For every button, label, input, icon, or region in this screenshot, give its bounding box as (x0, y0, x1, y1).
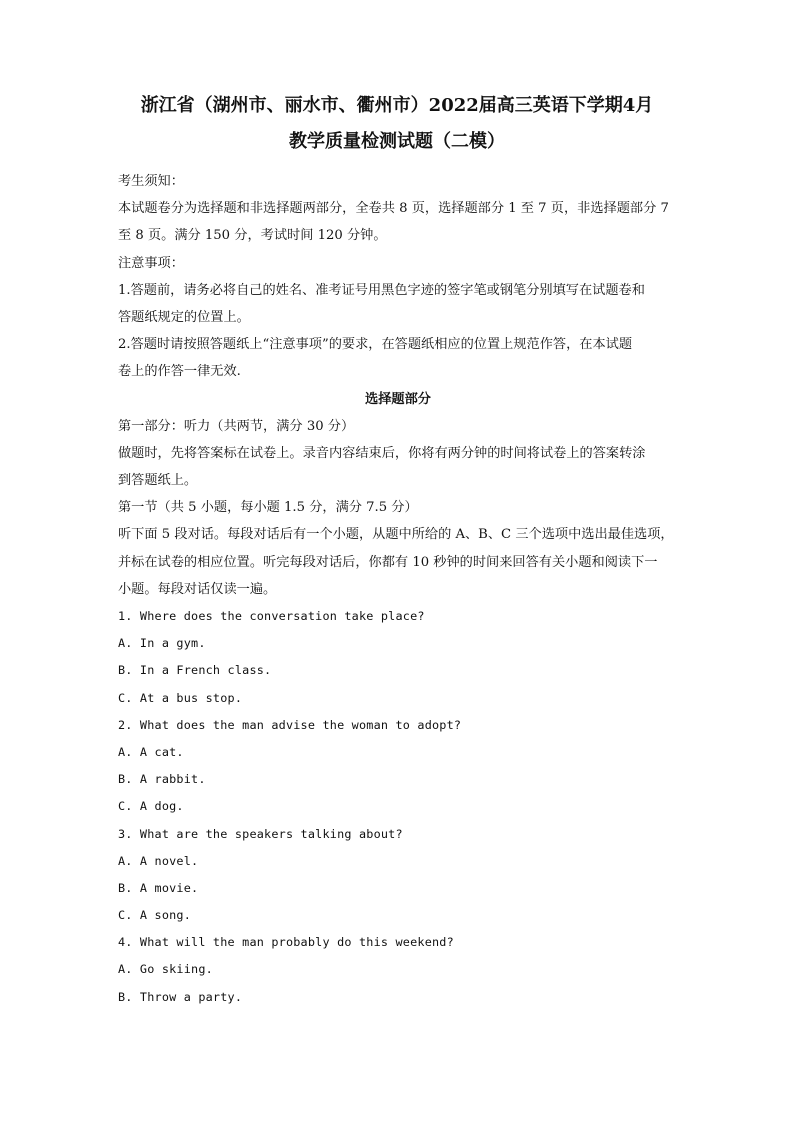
option-line: A. A novel. (118, 853, 199, 868)
part1-line: 做题时，先将答案标在试卷上。录音内容结束后，你将有两分钟的时间将试卷上的答案转涂 (118, 445, 646, 461)
option-line: A. A cat. (118, 744, 184, 759)
part1-line: 到答题纸上。 (118, 473, 198, 489)
option-line: B. In a French class. (118, 663, 272, 678)
section1-line: 小题。每段对话仅读一遍。 (118, 581, 277, 597)
option-line: C. A dog. (118, 799, 184, 814)
section1-line: 并标在试卷的相应位置。听完每段对话后，你都有 10 秒钟的时间来回答有关小题和阅读下一 (118, 554, 658, 570)
attention-line: 1.答题前，请务必将自己的姓名、准考证号用黑色字迹的签字笔或钢笔分别填写在试题卷和 (118, 282, 645, 298)
notice-line: 本试题卷分为选择题和非选择题两部分，全卷共 8 页，选择题部分 1 至 7 页，非选择题部分 7 (118, 201, 669, 217)
document-body (118, 168, 678, 1011)
page-title-line-2: 教学质量检测试题（二模） (289, 131, 505, 152)
option-line: C. A song. (118, 908, 192, 923)
section-title: 选择题部分 (365, 391, 431, 407)
question-line: 1. Where does the conversation take place? (118, 609, 425, 623)
option-line: B. A rabbit. (118, 772, 206, 787)
attention-line: 卷上的作答一律无效. (118, 364, 241, 380)
option-line: A. In a gym. (118, 636, 206, 651)
page-title-line-1: 浙江省（湖州市、丽水市、衢州市）2022届高三英语下学期4月 (140, 95, 654, 116)
section1-heading: 第一节（共 5 小题，每小题 1.5 分，满分 7.5 分） (118, 500, 418, 516)
question-line: 2. What does the man advise the woman to adopt? (118, 717, 462, 732)
question-line: 3. What are the speakers talking about? (118, 826, 403, 841)
section1-line: 听下面 5 段对话。每段对话后有一个小题，从题中所给的 A、B、C 三个选项中选出最佳选项， (118, 527, 674, 543)
notice-heading: 考生须知： (118, 174, 184, 189)
option-line: A. Go skiing. (118, 962, 213, 977)
attention-heading: 注意事项： (118, 255, 184, 271)
attention-line: 答题纸规定的位置上。 (118, 309, 250, 325)
question-line: 4. What will the man probably do this weekend? (118, 935, 454, 950)
notice-line: 至 8 页。满分 150 分，考试时间 120 分钟。 (118, 228, 387, 244)
part1-heading: 第一部分：听力（共两节，满分 30 分） (118, 418, 355, 434)
attention-line: 2.答题时请按照答题纸上“注意事项”的要求，在答题纸相应的位置上规范作答，在本试题 (118, 337, 632, 353)
option-line: B. Throw a party. (118, 989, 243, 1004)
option-line: C. At a bus stop. (118, 690, 243, 705)
option-line: B. A movie. (118, 880, 199, 895)
